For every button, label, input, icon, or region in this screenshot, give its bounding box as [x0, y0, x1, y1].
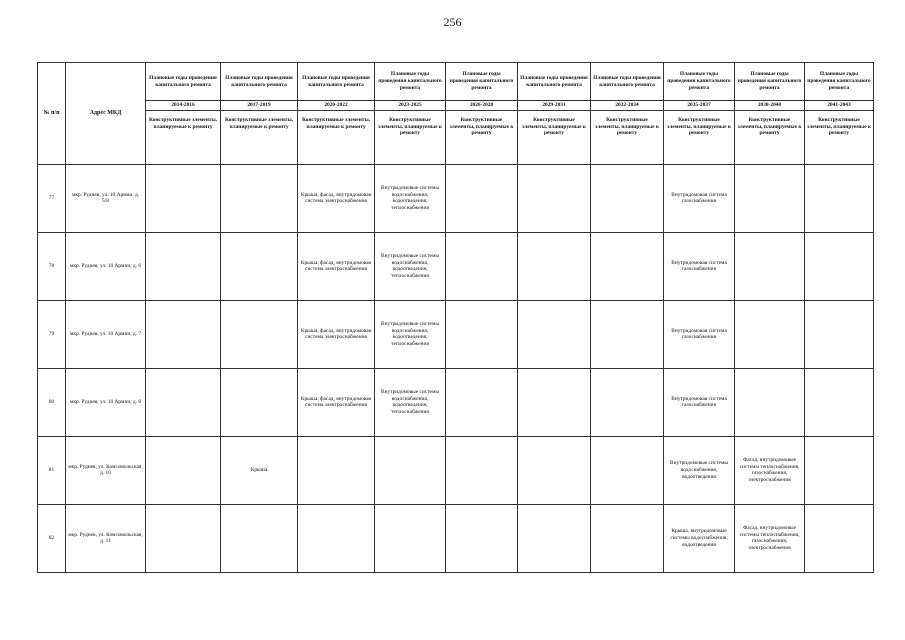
repair-cell	[591, 300, 664, 368]
period-years: 2038-2040	[735, 101, 805, 111]
capital-repair-table	[37, 62, 874, 573]
repair-cell: Внутридомовая система газоснабжения	[664, 300, 735, 368]
repair-cell	[446, 504, 518, 572]
repair-cell	[591, 368, 664, 436]
table-row	[38, 232, 874, 300]
repair-cell: Фасад, внутридомовые системы теплоснабжения, газоснабжения, электроснабжения	[735, 436, 805, 504]
repair-cell	[146, 164, 221, 232]
row-address: мкр. Руднев, ул. Комсомольская, д. 11	[66, 504, 146, 572]
repair-cell	[221, 300, 298, 368]
table-row	[38, 164, 874, 232]
repair-cell	[221, 164, 298, 232]
repair-cell	[591, 232, 664, 300]
row-number: 82	[38, 504, 66, 572]
repair-cell: Крыша	[221, 436, 298, 504]
repair-cell: Внутридомовая система газоснабжения	[664, 164, 735, 232]
page-number: 256	[443, 15, 462, 29]
repair-cell	[518, 368, 591, 436]
period-years: 2023-2025	[375, 101, 446, 111]
period-years: 2020-2022	[298, 101, 375, 111]
repair-cell: Внутридомовая система газоснабжения	[664, 368, 735, 436]
repair-cell	[805, 368, 874, 436]
repair-cell	[446, 436, 518, 504]
repair-cell	[446, 232, 518, 300]
period-years: 2017-2019	[221, 101, 298, 111]
row-address: мкр. Руднев, ул. Комсомольская, д. 10	[66, 436, 146, 504]
period-title: Плановые годы проведения капитального ремонта	[518, 63, 591, 101]
repair-cell: Внутридомовые системы водоснабжения, водоотведения, теплоснабжения	[375, 300, 446, 368]
period-title: Плановые годы проведения капитального ремонта	[735, 63, 805, 101]
repair-cell	[518, 232, 591, 300]
table-body	[38, 164, 874, 572]
repair-cell	[518, 300, 591, 368]
row-number: 78	[38, 232, 66, 300]
period-title: Плановые годы проведения капитального ремонта	[375, 63, 446, 101]
repair-cell	[735, 232, 805, 300]
repair-cell	[591, 164, 664, 232]
repair-cell	[146, 232, 221, 300]
row-address: мкр. Руднев, ул. 10 Армии, д. 5/8	[66, 164, 146, 232]
repair-cell	[518, 504, 591, 572]
column-header-address: Адрес МКД	[66, 63, 146, 165]
repair-cell: Внутридомовые системы водоснабжения, водоотведения, теплоснабжения	[375, 164, 446, 232]
repair-cell	[221, 368, 298, 436]
repair-cell	[518, 436, 591, 504]
repair-cell	[146, 368, 221, 436]
period-years: 2014-2016	[146, 101, 221, 111]
repair-cell: Фасад, внутридомовые системы теплоснабжения, газоснабжения, электроснабжения	[735, 504, 805, 572]
repair-cell: Крыша, фасад, внутридомовая система электроснабжения	[298, 232, 375, 300]
repair-cell	[221, 232, 298, 300]
period-title: Плановые годы проведения капитального ремонта	[146, 63, 221, 101]
repair-cell: Внутридомовая система газоснабжения	[664, 232, 735, 300]
repair-cell	[591, 504, 664, 572]
table-row	[38, 368, 874, 436]
period-title: Плановые годы проведения капитального ремонта	[221, 63, 298, 101]
table-row	[38, 300, 874, 368]
repair-cell	[298, 504, 375, 572]
period-years: 2035-2037	[664, 101, 735, 111]
period-years: 2032-2034	[591, 101, 664, 111]
elements-header: Конструктивные элементы, планируемые к ремонту	[591, 110, 664, 164]
period-title: Плановые годы проведения капитального ремонта	[298, 63, 375, 101]
repair-cell: Крыша, фасад, внутридомовая система электроснабжения	[298, 368, 375, 436]
repair-cell	[805, 300, 874, 368]
elements-header: Конструктивные элементы, планируемые к ремонту	[735, 110, 805, 164]
elements-header: Конструктивные элементы, планируемые к ремонту	[805, 110, 874, 164]
repair-cell: Крыша, фасад, внутридомовая система электроснабжения	[298, 164, 375, 232]
period-years: 2041-2043	[805, 101, 874, 111]
repair-cell	[805, 164, 874, 232]
repair-cell	[146, 504, 221, 572]
repair-cell	[446, 164, 518, 232]
repair-cell: Крыша, фасад, внутридомовая система электроснабжения	[298, 300, 375, 368]
elements-header: Конструктивные элементы, планируемые к ремонту	[446, 110, 518, 164]
row-address: мкр. Руднев, ул. 10 Армии, д. 6	[66, 232, 146, 300]
period-title: Плановые годы проведения капитального ремонта	[446, 63, 518, 101]
elements-header: Конструктивные элементы, планируемые к ремонту	[298, 110, 375, 164]
repair-cell	[221, 504, 298, 572]
row-address: мкр. Руднев, ул. 10 Армии, д. 7	[66, 300, 146, 368]
period-years: 2026-2028	[446, 101, 518, 111]
row-number: 77	[38, 164, 66, 232]
repair-cell	[298, 436, 375, 504]
repair-cell	[805, 436, 874, 504]
repair-cell	[591, 436, 664, 504]
period-title: Плановые годы проведения капитального ремонта	[805, 63, 874, 101]
repair-cell	[446, 300, 518, 368]
repair-cell	[146, 436, 221, 504]
period-title: Плановые годы проведения капитального ремонта	[664, 63, 735, 101]
table-row	[38, 436, 874, 504]
repair-cell	[735, 300, 805, 368]
repair-cell: Внутридомовые системы водоснабжения, водоотведения, теплоснабжения	[375, 232, 446, 300]
row-number: 79	[38, 300, 66, 368]
repair-cell	[735, 164, 805, 232]
repair-cell: Крыша, внутридомовые системы водоснабжения, водоотведения	[664, 504, 735, 572]
period-title: Плановые годы проведения капитального ремонта	[591, 63, 664, 101]
repair-cell: Внутридомовые системы водоснабжения, водоотведения	[664, 436, 735, 504]
repair-cell	[735, 368, 805, 436]
elements-header: Конструктивные элементы, планируемые к ремонту	[664, 110, 735, 164]
column-header-number: № п/п	[38, 63, 66, 165]
repair-cell	[146, 300, 221, 368]
elements-header: Конструктивные элементы, планируемые к ремонту	[221, 110, 298, 164]
repair-cell	[375, 504, 446, 572]
row-number: 80	[38, 368, 66, 436]
repair-cell	[805, 232, 874, 300]
period-years: 2029-2031	[518, 101, 591, 111]
table-row	[38, 504, 874, 572]
elements-header: Конструктивные элементы, планируемые к ремонту	[518, 110, 591, 164]
repair-cell	[805, 504, 874, 572]
elements-header: Конструктивные элементы, планируемые к ремонту	[375, 110, 446, 164]
repair-cell: Внутридомовые системы водоснабжения, водоотведения, теплоснабжения	[375, 368, 446, 436]
repair-cell	[518, 164, 591, 232]
row-number: 81	[38, 436, 66, 504]
elements-header: Конструктивные элементы, планируемые к ремонту	[146, 110, 221, 164]
row-address: мкр. Руднев, ул. 10 Армии, д. 8	[66, 368, 146, 436]
repair-cell	[375, 436, 446, 504]
repair-cell	[446, 368, 518, 436]
